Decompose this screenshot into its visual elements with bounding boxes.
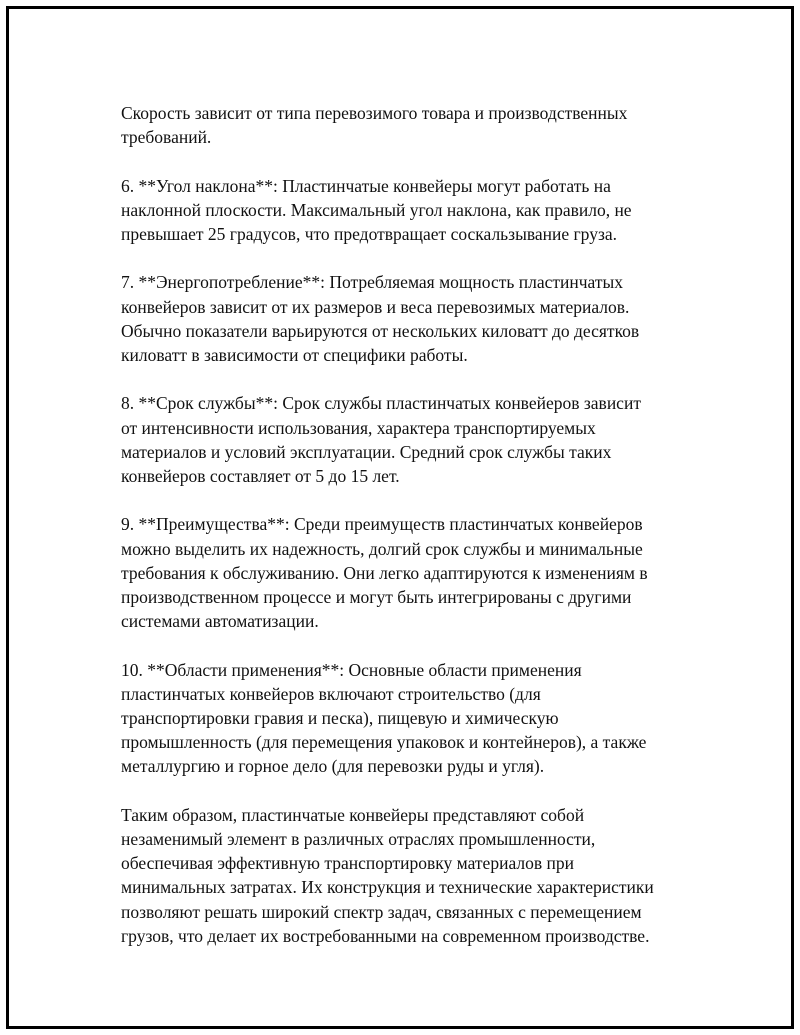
text-line: 10. **Области применения**: Основные области применения: [121, 659, 582, 680]
text-line: превышает 25 градусов, что предотвращает соскальзывание груза.: [121, 224, 618, 244]
paragraph-incline-angle: [121, 174, 701, 247]
text-line: незаменимый элемент в различных отраслях промышленности,: [121, 829, 596, 849]
text-line: можно выделить их надежность, долгий срок службы и минимальные: [121, 538, 643, 559]
text-line: конвейеров составляет от 5 до 15 лет.: [121, 466, 400, 486]
paragraph-speed: [121, 101, 701, 149]
page-frame: [6, 6, 794, 1029]
paragraph-applications: [121, 658, 701, 779]
text-line: Таким образом, пластинчатые конвейеры представляют собой: [121, 804, 585, 825]
text-line: Скорость зависит от типа перевозимого товара и производственных: [121, 103, 628, 123]
text-line: позволяют решать широкий спектр задач, связанных с перемещением: [121, 901, 642, 922]
text-line: транспортировки гравия и песка), пищевую и химическую: [121, 708, 559, 728]
text-line: пластинчатых конвейеров включают строительство (для: [121, 683, 541, 704]
paragraph-conclusion: [121, 803, 701, 948]
text-line: системами автоматизации.: [121, 611, 319, 632]
paragraph-energy-consumption: [121, 270, 701, 367]
text-line: металлургию и горное дело (для перевозки руды и угля).: [121, 756, 545, 777]
paragraph-service-life: [121, 391, 701, 488]
text-line: Обычно показатели варьируются от нескольких киловатт до десятков: [121, 320, 640, 341]
text-line: наклонной плоскости. Максимальный угол наклона, как правило, не: [121, 199, 632, 220]
text-line: минимальных затратах. Их конструкция и технические характеристики: [121, 877, 654, 898]
text-line: промышленность (для перемещения упаковок и контейнеров), а также: [121, 732, 647, 753]
text-line: требования к обслуживанию. Они легко адаптируются к изменениям в: [121, 562, 648, 583]
paragraph-advantages: [121, 512, 701, 633]
text-line: производственном процессе и могут быть интегрированы с другими: [121, 587, 632, 607]
text-line: конвейеров зависит от их размеров и веса перевозимых материалов.: [121, 296, 630, 317]
text-line: требований.: [121, 127, 212, 148]
text-line: 6. **Угол наклона**: Пластинчатые конвейеры могут работать на: [121, 175, 611, 196]
document-body: [121, 101, 701, 972]
text-line: 7. **Энергопотребление**: Потребляемая мощность пластинчатых: [121, 272, 623, 293]
text-line: грузов, что делает их востребованными на современном производстве.: [121, 925, 650, 946]
text-line: 8. **Срок службы**: Срок службы пластинчатых конвейеров зависит: [121, 393, 641, 414]
text-line: 9. **Преимущества**: Среди преимуществ пластинчатых конвейеров: [121, 514, 643, 535]
text-line: киловатт в зависимости от специфики работы.: [121, 345, 468, 365]
text-line: обеспечивая эффективную транспортировку материалов при: [121, 853, 574, 874]
text-line: от интенсивности использования, характера транспортируемых: [121, 417, 596, 438]
text-line: материалов и условий эксплуатации. Средний срок службы таких: [121, 441, 612, 462]
